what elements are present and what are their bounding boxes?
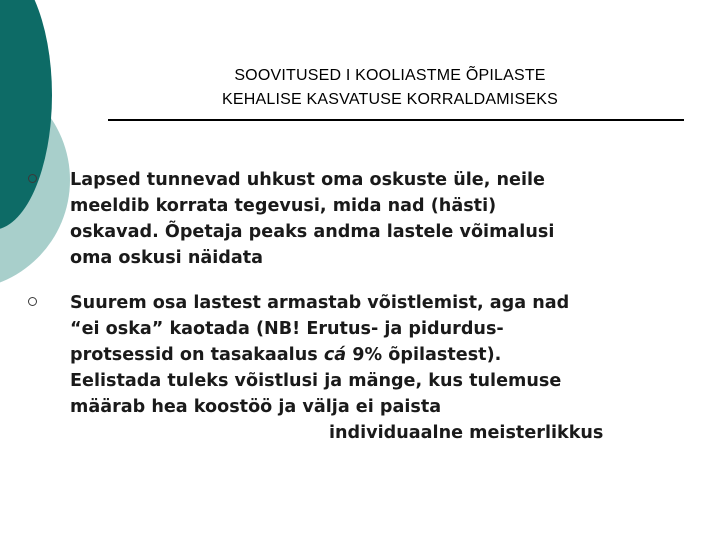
bullet-line: Lapsed tunnevad uhkust oma oskuste üle, neile bbox=[70, 170, 545, 190]
title-line-1: SOOVITUSED I KOOLIASTME ÕPILASTE bbox=[234, 67, 546, 84]
bullet-line: määrab hea koostöö ja välja ei paista bbox=[70, 397, 442, 417]
title-divider bbox=[108, 119, 684, 121]
bullet-line: individuaalne meisterlikkus bbox=[329, 423, 604, 443]
bullet-line-part: 9% õpilastest). bbox=[346, 345, 502, 365]
bullet-line-part: protsessid on tasakaalus bbox=[70, 345, 324, 365]
bullet-line: Eelistada tuleks võistlusi ja mänge, kus tulemuse bbox=[70, 371, 562, 391]
bullet-circle-icon bbox=[28, 297, 37, 306]
bullet-line: “ei oska” kaotada (NB! Erutus- ja pidurdus- bbox=[70, 319, 504, 339]
bullet-line: meeldib korrata tegevusi, mida nad (hästi) bbox=[70, 196, 497, 216]
title-line-2: KEHALISE KASVATUSE KORRALDAMISEKS bbox=[222, 91, 558, 108]
bullet-text bbox=[70, 290, 670, 446]
bullet-line bbox=[70, 342, 670, 368]
bullet-text bbox=[70, 167, 670, 271]
bullet-line: oma oskusi näidata bbox=[70, 248, 264, 268]
bullet-line: oskavad. Õpetaja peaks andma lastele võimalusi bbox=[70, 222, 555, 242]
slide-title bbox=[120, 64, 660, 112]
bullet-line: Suurem osa lastest armastab võistlemist, aga nad bbox=[70, 293, 570, 313]
bullet-line-italic: cá bbox=[323, 345, 347, 365]
bullet-circle-icon bbox=[28, 174, 37, 183]
